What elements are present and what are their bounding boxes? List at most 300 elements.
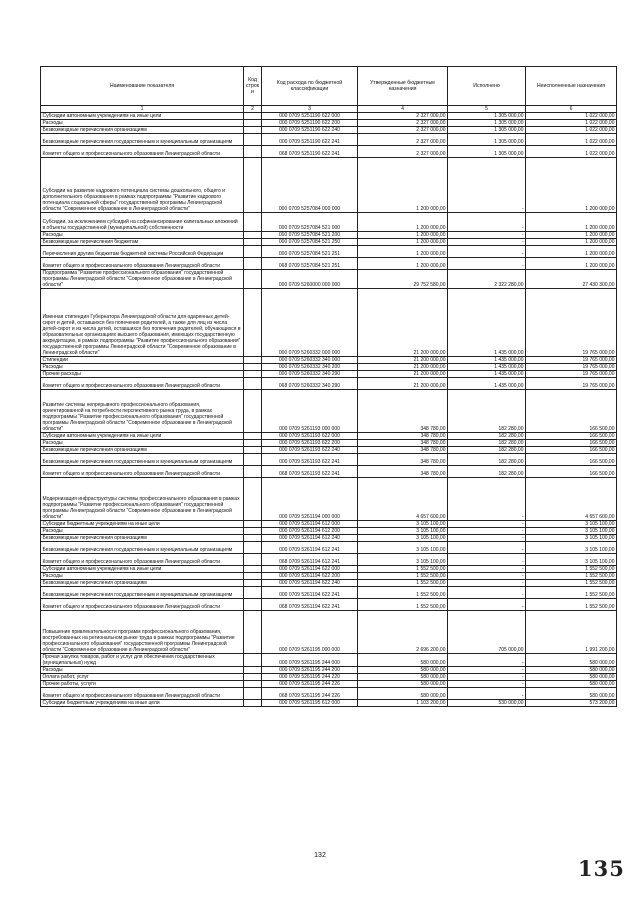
row-name-cell: Субсидии на развитие кадрового потенциала системы дошкольного, общего и дополнительного образования в рамках подпрограммы "Развитие кадрового потенциала социальной сферы" государственной программы Ленинградской области "Современное образование в Ленинградской области" bbox=[41, 158, 244, 213]
row-unexecuted-cell: 580 000,00 bbox=[526, 654, 617, 667]
row-name-cell: Оплата работ, услуг bbox=[41, 674, 244, 681]
table-row bbox=[41, 478, 617, 521]
table-row bbox=[41, 433, 617, 440]
row-executed-cell: - bbox=[448, 478, 526, 521]
row-budget-code-cell: 000 0709 5261195 244 200 bbox=[262, 667, 358, 674]
row-budget-code-cell: 000 0709 5251190 622 240 bbox=[262, 127, 358, 134]
table-row bbox=[41, 554, 617, 566]
row-budget-code-cell: 000 0709 5257084 521 000 bbox=[262, 213, 358, 232]
row-name-cell: Безвозмездные перечисления бюджетам bbox=[41, 239, 244, 246]
row-unexecuted-cell: 1 552 500,00 bbox=[526, 587, 617, 599]
header-name: Наименование показателя bbox=[41, 67, 244, 106]
table-row bbox=[41, 134, 617, 146]
row-approved-cell: 1 552 500,00 bbox=[358, 566, 448, 573]
row-approved-cell: 3 105 100,00 bbox=[358, 554, 448, 566]
row-unexecuted-cell: 1 022 000,00 bbox=[526, 146, 617, 158]
table-row bbox=[41, 232, 617, 239]
column-number: 1 bbox=[41, 106, 244, 113]
row-approved-cell: 3 105 100,00 bbox=[358, 542, 448, 554]
row-executed-cell: - bbox=[448, 528, 526, 535]
table-row bbox=[41, 239, 617, 246]
row-name-cell: Подпрограмма "Развитие профессионального образования" государственной программы Ленинградской области "Современное образование в Ленинградской области" bbox=[41, 270, 244, 289]
row-line-code-cell bbox=[244, 371, 262, 378]
row-approved-cell: 1 552 500,00 bbox=[358, 573, 448, 580]
row-name-cell: Расходы bbox=[41, 667, 244, 674]
row-budget-code-cell: 000 0709 5260332 340 290 bbox=[262, 371, 358, 378]
row-budget-code-cell: 068 0709 5261195 244 226 bbox=[262, 688, 358, 700]
row-line-code-cell bbox=[244, 390, 262, 433]
row-budget-code-cell: 000 0709 5261194 622 000 bbox=[262, 566, 358, 573]
row-line-code-cell bbox=[244, 447, 262, 454]
row-unexecuted-cell: 1 552 500,00 bbox=[526, 573, 617, 580]
row-approved-cell: 1 552 500,00 bbox=[358, 587, 448, 599]
row-executed-cell: - bbox=[448, 573, 526, 580]
row-approved-cell: 2 327 000,00 bbox=[358, 134, 448, 146]
row-unexecuted-cell: 3 105 100,00 bbox=[526, 554, 617, 566]
page-number: 132 bbox=[314, 852, 326, 859]
row-executed-cell: 1 305 000,00 bbox=[448, 127, 526, 134]
row-name-cell: Субсидии автономным учреждениям на иные цели bbox=[41, 433, 244, 440]
row-approved-cell: 348 780,00 bbox=[358, 454, 448, 466]
row-unexecuted-cell: 166 500,00 bbox=[526, 390, 617, 433]
row-name-cell: Расходы bbox=[41, 573, 244, 580]
row-approved-cell: 21 200 000,00 bbox=[358, 371, 448, 378]
row-executed-cell: - bbox=[448, 688, 526, 700]
column-number: 4 bbox=[358, 106, 448, 113]
table-row bbox=[41, 573, 617, 580]
row-line-code-cell bbox=[244, 674, 262, 681]
row-budget-code-cell: 000 0709 5261195 612 000 bbox=[262, 700, 358, 707]
row-line-code-cell bbox=[244, 542, 262, 554]
row-line-code-cell bbox=[244, 528, 262, 535]
row-name-cell: Стипендии bbox=[41, 357, 244, 364]
row-unexecuted-cell: 19 765 000,00 bbox=[526, 371, 617, 378]
row-line-code-cell bbox=[244, 270, 262, 289]
header-line-code: Код строк и bbox=[244, 67, 262, 106]
row-executed-cell: - bbox=[448, 232, 526, 239]
table-row bbox=[41, 580, 617, 587]
row-executed-cell: 1 305 000,00 bbox=[448, 113, 526, 120]
row-name-cell: Комитет общего и профессионального образования Ленинградской области bbox=[41, 554, 244, 566]
table-row bbox=[41, 599, 617, 611]
row-executed-cell: - bbox=[448, 599, 526, 611]
table-row bbox=[41, 542, 617, 554]
table-row bbox=[41, 667, 617, 674]
row-budget-code-cell: 000 0709 5257084 000 000 bbox=[262, 158, 358, 213]
row-name-cell: Развитие системы непрерывного профессионального образования, ориентированной на потребности перспективного рынка труда, в рамках подпрограммы "Развитие профессионального образования" государственной программы Ленинградской области "Современное образование в Ленинградской области" bbox=[41, 390, 244, 433]
row-budget-code-cell: 000 0709 5261194 622 240 bbox=[262, 580, 358, 587]
row-executed-cell: 182 280,00 bbox=[448, 466, 526, 478]
row-approved-cell: 1 103 200,00 bbox=[358, 700, 448, 707]
table-row bbox=[41, 258, 617, 270]
row-name-cell: Расходы bbox=[41, 528, 244, 535]
row-budget-code-cell: 068 0709 5261193 622 241 bbox=[262, 466, 358, 478]
row-executed-cell: - bbox=[448, 542, 526, 554]
table-row bbox=[41, 681, 617, 688]
row-executed-cell: 1 435 000,00 bbox=[448, 289, 526, 357]
row-line-code-cell bbox=[244, 667, 262, 674]
row-approved-cell: 21 200 000,00 bbox=[358, 289, 448, 357]
row-name-cell: Безвозмездные перечисления государственным и муниципальным организациям bbox=[41, 454, 244, 466]
row-budget-code-cell: 000 0709 5261193 622 240 bbox=[262, 447, 358, 454]
row-line-code-cell bbox=[244, 213, 262, 232]
row-unexecuted-cell: 1 200 000,00 bbox=[526, 158, 617, 213]
row-name-cell: Субсидии бюджетным учреждениям на иные цели bbox=[41, 700, 244, 707]
row-approved-cell: 2 327 000,00 bbox=[358, 113, 448, 120]
row-line-code-cell bbox=[244, 681, 262, 688]
row-line-code-cell bbox=[244, 289, 262, 357]
row-unexecuted-cell: 1 022 000,00 bbox=[526, 113, 617, 120]
row-approved-cell: 580 000,00 bbox=[358, 674, 448, 681]
row-unexecuted-cell: 166 500,00 bbox=[526, 466, 617, 478]
row-name-cell: Комитет общего и профессионального образования Ленинградской области bbox=[41, 146, 244, 158]
row-budget-code-cell: 068 0709 5257084 521 251 bbox=[262, 258, 358, 270]
table-row bbox=[41, 127, 617, 134]
row-unexecuted-cell: 1 022 000,00 bbox=[526, 127, 617, 134]
row-approved-cell: 348 780,00 bbox=[358, 447, 448, 454]
row-name-cell: Прочие расходы bbox=[41, 371, 244, 378]
row-executed-cell: - bbox=[448, 554, 526, 566]
row-approved-cell: 3 105 100,00 bbox=[358, 535, 448, 542]
row-budget-code-cell: 000 0709 5261194 612 241 bbox=[262, 542, 358, 554]
budget-execution-table bbox=[40, 66, 617, 707]
row-executed-cell: - bbox=[448, 580, 526, 587]
row-name-cell: Комитет общего и профессионального образования Ленинградской области bbox=[41, 378, 244, 390]
row-budget-code-cell: 000 0709 5261193 622 000 bbox=[262, 433, 358, 440]
column-number: 5 bbox=[448, 106, 526, 113]
row-unexecuted-cell: 166 500,00 bbox=[526, 433, 617, 440]
table-row bbox=[41, 440, 617, 447]
row-budget-code-cell: 000 0709 5261194 000 000 bbox=[262, 478, 358, 521]
row-name-cell: Комитет общего и профессионального образования Ленинградской области bbox=[41, 599, 244, 611]
table-row bbox=[41, 466, 617, 478]
row-unexecuted-cell: 19 765 000,00 bbox=[526, 357, 617, 364]
table-row bbox=[41, 213, 617, 232]
table-row bbox=[41, 454, 617, 466]
row-approved-cell: 3 105 100,00 bbox=[358, 528, 448, 535]
row-budget-code-cell: 000 0709 5261193 622 241 bbox=[262, 454, 358, 466]
row-executed-cell: - bbox=[448, 258, 526, 270]
row-unexecuted-cell: 1 200 000,00 bbox=[526, 239, 617, 246]
row-executed-cell: - bbox=[448, 521, 526, 528]
row-line-code-cell bbox=[244, 700, 262, 707]
row-line-code-cell bbox=[244, 478, 262, 521]
row-executed-cell: - bbox=[448, 674, 526, 681]
row-line-code-cell bbox=[244, 554, 262, 566]
row-name-cell: Субсидии, за исключением субсидий на софинансирование капитальных вложений в объекты государственной (муниципальной) собственности bbox=[41, 213, 244, 232]
row-unexecuted-cell: 1 200 000,00 bbox=[526, 232, 617, 239]
table-row bbox=[41, 390, 617, 433]
row-approved-cell: 1 200 000,00 bbox=[358, 232, 448, 239]
row-name-cell: Прочие работы, услуги bbox=[41, 681, 244, 688]
column-number: 6 bbox=[526, 106, 617, 113]
table-row bbox=[41, 587, 617, 599]
row-executed-cell: - bbox=[448, 246, 526, 258]
row-unexecuted-cell: 1 200 000,00 bbox=[526, 213, 617, 232]
row-line-code-cell bbox=[244, 587, 262, 599]
row-executed-cell: - bbox=[448, 587, 526, 599]
row-name-cell: Именная стипендия Губернатора Ленинградской области для одаренных детей-сирот и детей, оставшихся без попечения родителей, а также для лиц из числа детей-сирот и из числа детей, оставшихся без попечения родителей, обучающихся в образовательных организациях высшего образования, имеющих государственную аккредитацию, в рамках подпрограммы "Развитие профессионального образования" государственной программы Ленинградской области "Современное образование в Ленинградской области" bbox=[41, 289, 244, 357]
row-line-code-cell bbox=[244, 258, 262, 270]
row-unexecuted-cell: 19 765 000,00 bbox=[526, 364, 617, 371]
row-approved-cell: 2 327 000,00 bbox=[358, 127, 448, 134]
row-budget-code-cell: 068 0709 5261194 622 241 bbox=[262, 599, 358, 611]
row-line-code-cell bbox=[244, 521, 262, 528]
row-approved-cell: 1 200 000,00 bbox=[358, 258, 448, 270]
row-approved-cell: 348 780,00 bbox=[358, 466, 448, 478]
row-unexecuted-cell: 1 552 500,00 bbox=[526, 580, 617, 587]
column-number: 3 bbox=[262, 106, 358, 113]
row-executed-cell: 182 280,00 bbox=[448, 447, 526, 454]
row-budget-code-cell: 000 0709 5261194 612 000 bbox=[262, 521, 358, 528]
table-row bbox=[41, 120, 617, 127]
row-approved-cell: 4 657 600,00 bbox=[358, 478, 448, 521]
row-budget-code-cell: 000 0709 5251190 622 000 bbox=[262, 113, 358, 120]
row-line-code-cell bbox=[244, 535, 262, 542]
header-approved: Утвержденные бюджетные назначения bbox=[358, 67, 448, 106]
row-unexecuted-cell: 1 552 500,00 bbox=[526, 599, 617, 611]
row-line-code-cell bbox=[244, 580, 262, 587]
row-name-cell: Расходы bbox=[41, 440, 244, 447]
row-line-code-cell bbox=[244, 158, 262, 213]
row-executed-cell: 1 435 000,00 bbox=[448, 357, 526, 364]
row-unexecuted-cell: 166 500,00 bbox=[526, 447, 617, 454]
row-executed-cell: - bbox=[448, 654, 526, 667]
archive-stamp-number: 135 bbox=[578, 856, 625, 881]
table-row bbox=[41, 521, 617, 528]
row-budget-code-cell: 000 0709 5261194 612 200 bbox=[262, 528, 358, 535]
row-unexecuted-cell: 1 200 000,00 bbox=[526, 246, 617, 258]
row-executed-cell: 1 305 000,00 bbox=[448, 120, 526, 127]
table-row bbox=[41, 357, 617, 364]
row-executed-cell: - bbox=[448, 566, 526, 573]
row-name-cell: Субсидии автономным учреждениям на иные цели bbox=[41, 113, 244, 120]
row-approved-cell: 1 200 000,00 bbox=[358, 246, 448, 258]
row-executed-cell: 182 280,00 bbox=[448, 390, 526, 433]
row-line-code-cell bbox=[244, 232, 262, 239]
row-approved-cell: 580 000,00 bbox=[358, 667, 448, 674]
row-executed-cell: 705 000,00 bbox=[448, 611, 526, 654]
row-unexecuted-cell: 1 022 000,00 bbox=[526, 134, 617, 146]
row-budget-code-cell: 000 0709 5257084 521 200 bbox=[262, 232, 358, 239]
row-executed-cell: 182 280,00 bbox=[448, 433, 526, 440]
row-line-code-cell bbox=[244, 364, 262, 371]
row-line-code-cell bbox=[244, 566, 262, 573]
row-executed-cell: - bbox=[448, 213, 526, 232]
row-unexecuted-cell: 3 105 100,00 bbox=[526, 535, 617, 542]
row-unexecuted-cell: 3 105 100,00 bbox=[526, 528, 617, 535]
row-approved-cell: 580 000,00 bbox=[358, 688, 448, 700]
row-name-cell: Безвозмездные перечисления государственным и муниципальным организациям bbox=[41, 134, 244, 146]
row-unexecuted-cell: 166 500,00 bbox=[526, 440, 617, 447]
row-budget-code-cell: 000 0709 5257084 521 250 bbox=[262, 239, 358, 246]
row-unexecuted-cell: 1 022 000,00 bbox=[526, 120, 617, 127]
row-approved-cell: 2 696 200,00 bbox=[358, 611, 448, 654]
row-approved-cell: 3 105 100,00 bbox=[358, 521, 448, 528]
row-executed-cell: - bbox=[448, 239, 526, 246]
row-name-cell: Безвозмездные перечисления организациям bbox=[41, 127, 244, 134]
table-row bbox=[41, 535, 617, 542]
row-name-cell: Перечисления другим бюджетам бюджетной системы Российской Федерации bbox=[41, 246, 244, 258]
row-line-code-cell bbox=[244, 654, 262, 667]
row-budget-code-cell: 000 0709 5261195 000 000 bbox=[262, 611, 358, 654]
row-line-code-cell bbox=[244, 239, 262, 246]
table-row bbox=[41, 674, 617, 681]
row-budget-code-cell: 068 0709 5251190 622 241 bbox=[262, 146, 358, 158]
row-unexecuted-cell: 1 552 500,00 bbox=[526, 566, 617, 573]
row-name-cell: Безвозмездные перечисления организациям bbox=[41, 447, 244, 454]
row-approved-cell: 21 200 000,00 bbox=[358, 364, 448, 371]
row-executed-cell: 182 280,00 bbox=[448, 440, 526, 447]
row-budget-code-cell: 000 0709 5260332 340 200 bbox=[262, 364, 358, 371]
row-unexecuted-cell: 4 657 600,00 bbox=[526, 478, 617, 521]
row-name-cell: Комитет общего и профессионального образования Ленинградской области bbox=[41, 688, 244, 700]
row-unexecuted-cell: 27 430 300,00 bbox=[526, 270, 617, 289]
row-budget-code-cell: 000 0709 5261195 244 000 bbox=[262, 654, 358, 667]
header-executed: Исполнено bbox=[448, 67, 526, 106]
row-budget-code-cell: 000 0709 5261195 244 226 bbox=[262, 681, 358, 688]
row-name-cell: Комитет общего и профессионального образования Ленинградской области bbox=[41, 466, 244, 478]
row-name-cell: Субсидии автономным учреждениям на иные цели bbox=[41, 566, 244, 573]
row-line-code-cell bbox=[244, 433, 262, 440]
table-row bbox=[41, 270, 617, 289]
row-budget-code-cell: 000 0709 5251190 622 241 bbox=[262, 134, 358, 146]
row-approved-cell: 1 552 500,00 bbox=[358, 599, 448, 611]
row-executed-cell: - bbox=[448, 535, 526, 542]
header-unexecuted: Неисполненные назначения bbox=[526, 67, 617, 106]
row-name-cell: Повышение привлекательности программ профессионального образования, востребованных на региональном рынке труда в рамках подпрограммы "Развитие профессионального образования" государственной программы Ленинградской области "Современное образование в Ленинградской области" bbox=[41, 611, 244, 654]
row-executed-cell: 1 435 000,00 bbox=[448, 378, 526, 390]
row-line-code-cell bbox=[244, 246, 262, 258]
row-unexecuted-cell: 580 000,00 bbox=[526, 674, 617, 681]
row-approved-cell: 1 200 000,00 bbox=[358, 213, 448, 232]
row-approved-cell: 348 780,00 bbox=[358, 433, 448, 440]
row-approved-cell: 2 327 000,00 bbox=[358, 120, 448, 127]
table-row bbox=[41, 688, 617, 700]
row-executed-cell: 2 322 280,00 bbox=[448, 270, 526, 289]
row-name-cell: Расходы bbox=[41, 120, 244, 127]
row-name-cell: Безвозмездные перечисления государственным и муниципальным организациям bbox=[41, 542, 244, 554]
row-name-cell: Безвозмездные перечисления организациям bbox=[41, 535, 244, 542]
row-executed-cell: 182 280,00 bbox=[448, 454, 526, 466]
table-row bbox=[41, 378, 617, 390]
row-approved-cell: 580 000,00 bbox=[358, 681, 448, 688]
row-budget-code-cell: 000 0709 5260000 000 000 bbox=[262, 270, 358, 289]
row-name-cell: Расходы bbox=[41, 364, 244, 371]
row-unexecuted-cell: 19 765 000,00 bbox=[526, 378, 617, 390]
row-name-cell: Модернизация инфраструктуры системы профессионального образования в рамках подпрограммы "Развитие профессионального образования" государственной программы Ленинградской области "Современное образование в Ленинградской области" bbox=[41, 478, 244, 521]
row-approved-cell: 29 752 580,00 bbox=[358, 270, 448, 289]
row-budget-code-cell: 000 0709 5261194 622 200 bbox=[262, 573, 358, 580]
row-executed-cell: 1 305 000,00 bbox=[448, 134, 526, 146]
row-line-code-cell bbox=[244, 146, 262, 158]
row-approved-cell: 348 780,00 bbox=[358, 440, 448, 447]
row-budget-code-cell: 000 0709 5251190 622 200 bbox=[262, 120, 358, 127]
row-budget-code-cell: 000 0709 5261195 244 220 bbox=[262, 674, 358, 681]
column-number: 2 bbox=[244, 106, 262, 113]
row-budget-code-cell: 000 0709 5261193 622 200 bbox=[262, 440, 358, 447]
table-row bbox=[41, 528, 617, 535]
row-budget-code-cell: 000 0709 5261193 000 000 bbox=[262, 390, 358, 433]
row-executed-cell: - bbox=[448, 667, 526, 674]
header-budget-code: Код расхода по бюджетной классификации bbox=[262, 67, 358, 106]
row-line-code-cell bbox=[244, 357, 262, 364]
table-body bbox=[41, 113, 617, 707]
row-approved-cell: 1 200 000,00 bbox=[358, 239, 448, 246]
row-executed-cell: 1 435 000,00 bbox=[448, 364, 526, 371]
row-line-code-cell bbox=[244, 573, 262, 580]
row-line-code-cell bbox=[244, 113, 262, 120]
table-row bbox=[41, 371, 617, 378]
row-budget-code-cell: 000 0709 5260332 000 000 bbox=[262, 289, 358, 357]
row-unexecuted-cell: 1 991 200,00 bbox=[526, 611, 617, 654]
row-name-cell: Субсидии бюджетным учреждениям на иные цели bbox=[41, 521, 244, 528]
table-row bbox=[41, 700, 617, 707]
row-line-code-cell bbox=[244, 440, 262, 447]
row-budget-code-cell: 068 0709 5261194 612 241 bbox=[262, 554, 358, 566]
table-row bbox=[41, 654, 617, 667]
row-approved-cell: 21 200 000,00 bbox=[358, 357, 448, 364]
row-approved-cell: 348 780,00 bbox=[358, 390, 448, 433]
row-line-code-cell bbox=[244, 599, 262, 611]
row-name-cell: Безвозмездные перечисления организациям bbox=[41, 580, 244, 587]
row-line-code-cell bbox=[244, 120, 262, 127]
table-row bbox=[41, 566, 617, 573]
row-executed-cell: 1 435 000,00 bbox=[448, 371, 526, 378]
table-row bbox=[41, 364, 617, 371]
row-line-code-cell bbox=[244, 134, 262, 146]
row-approved-cell: 1 200 000,00 bbox=[358, 158, 448, 213]
row-line-code-cell bbox=[244, 454, 262, 466]
table-row bbox=[41, 447, 617, 454]
row-approved-cell: 580 000,00 bbox=[358, 654, 448, 667]
table-row bbox=[41, 146, 617, 158]
table-header-row bbox=[41, 67, 617, 106]
table-row bbox=[41, 611, 617, 654]
row-approved-cell: 1 552 500,00 bbox=[358, 580, 448, 587]
row-executed-cell: 1 305 000,00 bbox=[448, 146, 526, 158]
row-line-code-cell bbox=[244, 688, 262, 700]
row-unexecuted-cell: 580 000,00 bbox=[526, 681, 617, 688]
table-row bbox=[41, 158, 617, 213]
row-approved-cell: 2 327 000,00 bbox=[358, 146, 448, 158]
row-unexecuted-cell: 1 200 000,00 bbox=[526, 258, 617, 270]
table-row bbox=[41, 289, 617, 357]
row-name-cell: Прочая закупка товаров, работ и услуг для обеспечения государственных (муниципальных) нужд bbox=[41, 654, 244, 667]
row-approved-cell: 21 200 000,00 bbox=[358, 378, 448, 390]
row-executed-cell: - bbox=[448, 158, 526, 213]
row-budget-code-cell: 000 0709 5257084 521 251 bbox=[262, 246, 358, 258]
row-unexecuted-cell: 19 765 000,00 bbox=[526, 289, 617, 357]
table-row bbox=[41, 246, 617, 258]
row-name-cell: Безвозмездные перечисления государственным и муниципальным организациям bbox=[41, 587, 244, 599]
row-budget-code-cell: 000 0709 5261194 622 241 bbox=[262, 587, 358, 599]
row-line-code-cell bbox=[244, 127, 262, 134]
row-unexecuted-cell: 166 500,00 bbox=[526, 454, 617, 466]
row-unexecuted-cell: 573 200,00 bbox=[526, 700, 617, 707]
row-unexecuted-cell: 3 105 100,00 bbox=[526, 521, 617, 528]
row-unexecuted-cell: 580 000,00 bbox=[526, 688, 617, 700]
row-budget-code-cell: 000 0709 5260332 340 000 bbox=[262, 357, 358, 364]
row-executed-cell: - bbox=[448, 681, 526, 688]
row-line-code-cell bbox=[244, 611, 262, 654]
row-unexecuted-cell: 580 000,00 bbox=[526, 667, 617, 674]
row-line-code-cell bbox=[244, 466, 262, 478]
table-row bbox=[41, 113, 617, 120]
row-name-cell: Комитет общего и профессионального образования Ленинградской области bbox=[41, 258, 244, 270]
row-unexecuted-cell: 3 105 100,00 bbox=[526, 542, 617, 554]
row-line-code-cell bbox=[244, 378, 262, 390]
